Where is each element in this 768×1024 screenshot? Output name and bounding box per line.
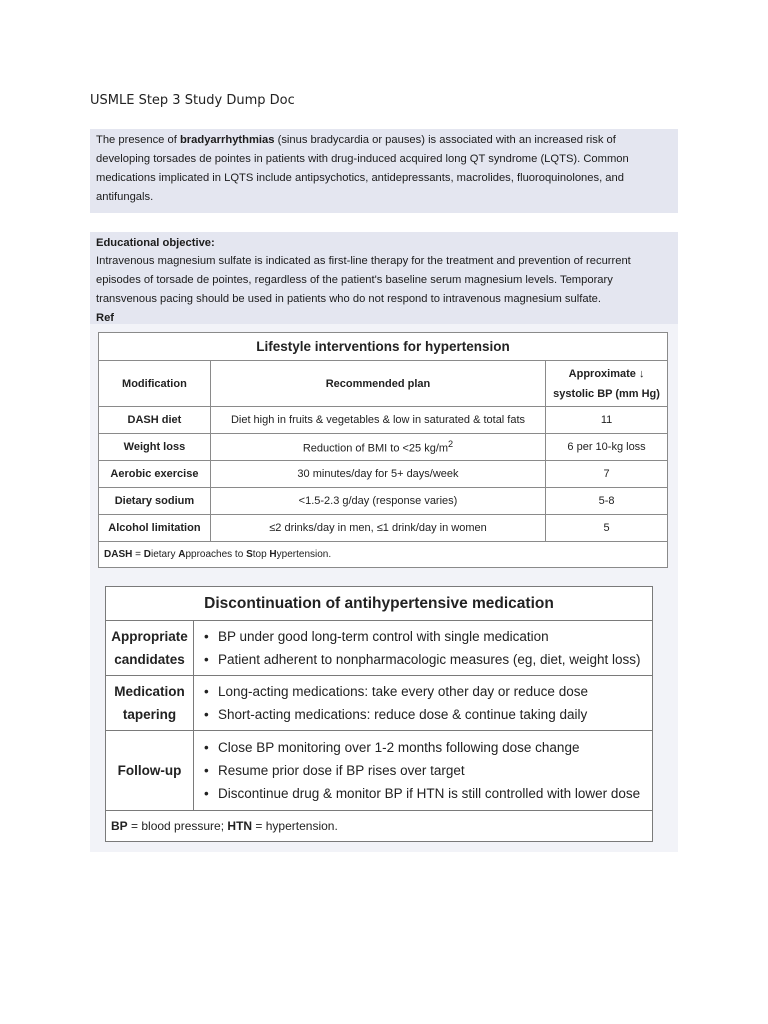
note-text-after: (sinus bradycardia or pauses) is associated with an increased risk of developing torsades de pointes in patients with drug-induced acquired long QT syndrome (LQTS). Common medications implicated in LQTS include antipsychotics, antidepressants, macrolides, fluoroquinolones, and antifungals. [96,134,629,203]
footnote-letter: D [143,549,151,560]
table-row [99,461,668,488]
list-item: • BP under good long-term control with single medication [204,625,648,648]
bp-cell: 11 [546,407,668,434]
footnote-eq: = [132,549,144,560]
row-items [194,731,653,811]
objective-heading: Educational objective: [96,237,215,249]
footnote-word: ypertension. [276,549,332,560]
bp-cell: 7 [546,461,668,488]
row-label: Follow-up [106,731,194,811]
footnote-letter: H [269,549,277,560]
table-row [106,621,653,676]
bp-cell: 5-8 [546,488,668,515]
document-title: USMLE Step 3 Study Dump Doc [90,93,295,108]
lifestyle-table-figure [90,324,678,576]
header-bp-reduction [546,361,668,407]
modification-cell: Dietary sodium [99,488,211,515]
table-row [99,434,668,461]
footnote-letter: A [178,549,186,560]
list-item: • Resume prior dose if BP rises over target [204,759,648,782]
footnote-abbr: BP [111,819,128,833]
row-label [106,621,194,676]
plan-cell: Diet high in fruits & vegetables & low in saturated & total fats [210,407,545,434]
row-label-line: tapering [122,707,177,722]
discontinuation-table-title: Discontinuation of antihypertensive medication [106,587,653,621]
list-item: • Close BP monitoring over 1-2 months following dose change [204,736,648,759]
bp-cell: 5 [546,515,668,542]
bp-htn-footnote [106,811,653,842]
row-label-line: candidates [114,652,185,667]
bp-cell: 6 per 10-kg loss [546,434,668,461]
modification-cell: Aerobic exercise [99,461,211,488]
discontinuation-table [105,586,653,842]
list-item: • Long-acting medications: take every other day or reduce dose [204,680,648,703]
header-bp-line2: systolic BP (mm Hg) [553,387,660,400]
table-row [99,488,668,515]
footnote-def: = blood pressure; [127,819,228,833]
lqts-note-box [90,129,678,213]
header-modification: Modification [99,361,211,407]
modification-cell: DASH diet [99,407,211,434]
list-item: • Discontinue drug & monitor BP if HTN is still controlled with lower dose [204,782,648,805]
lifestyle-table-title: Lifestyle interventions for hypertension [99,333,668,361]
list-item: • Patient adherent to nonpharmacologic measures (eg, diet, weight loss) [204,648,648,671]
footnote-word: pproaches to [185,549,247,560]
footnote-word: ietary [150,549,179,560]
plan-superscript: 2 [448,439,454,450]
table-row [99,407,668,434]
table-row [106,731,653,811]
dash-footnote [99,542,668,568]
plan-cell: 30 minutes/day for 5+ days/week [210,461,545,488]
header-bp-line1: Approximate ↓ [568,367,645,380]
objective-body: Intravenous magnesium sulfate is indicated as first-line therapy for the treatment and prevention of recurrent episodes of torsade de pointes, regardless of the patient's baseline serum magnesium levels. Temporary transvenous pacing should be used in patients who do not respond to intravenous magnesium sulfate. [96,255,631,305]
footnote-def: = hypertension. [252,819,338,833]
plan-cell: <1.5-2.3 g/day (response varies) [210,488,545,515]
lifestyle-interventions-table [98,332,668,568]
row-label-line: Medication [114,684,185,699]
educational-objective-box [90,232,678,324]
header-recommended-plan: Recommended plan [210,361,545,407]
plan-cell: ≤2 drinks/day in men, ≤1 drink/day in women [210,515,545,542]
references-cut-text: Ref [96,312,115,324]
discontinuation-table-figure [90,576,678,852]
note-text-before: The presence of [96,134,180,146]
row-label-line: Appropriate [111,629,188,644]
footnote-abbr: HTN [227,819,253,833]
footnote-abbr: DASH [104,549,133,560]
bradyarrhythmias-term: bradyarrhythmias [179,134,275,146]
plan-cell [210,434,545,461]
list-item: • Short-acting medications: reduce dose & continue taking daily [204,703,648,726]
modification-cell: Weight loss [99,434,211,461]
footnote-word: top [252,549,270,560]
table-row [106,676,653,731]
row-label [106,676,194,731]
plan-text: Reduction of BMI to <25 kg/m [302,442,449,455]
row-items [194,621,653,676]
row-items [194,676,653,731]
footnote-letter: S [246,549,253,560]
table-row [99,515,668,542]
modification-cell: Alcohol limitation [99,515,211,542]
